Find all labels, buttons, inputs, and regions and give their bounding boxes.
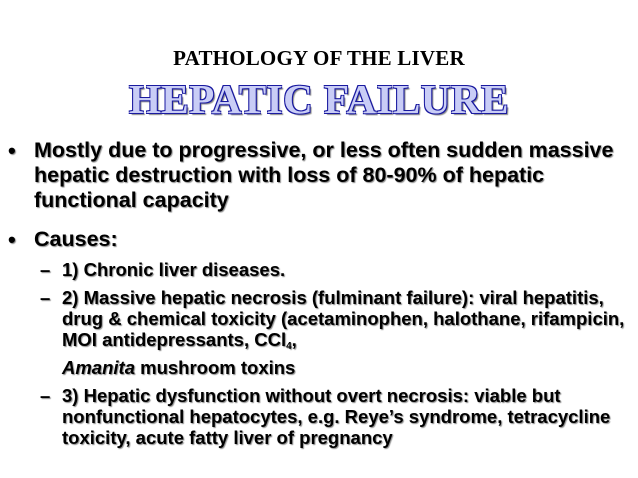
sub-bullet-item [0, 385, 638, 448]
slide-heading: PATHOLOGY OF THE LIVER [173, 46, 465, 70]
sub-bullet-marker: – [40, 259, 51, 280]
bullet-item [0, 138, 638, 213]
bullet-marker: • [8, 227, 16, 252]
bullet-marker: • [8, 138, 16, 163]
sub-bullet-marker: – [40, 287, 51, 308]
bullet-list [0, 138, 638, 448]
sub-bullet-item [0, 259, 638, 280]
sub-bullet-text: 2) Massive hepatic necrosis (fulminant failure): viral hepatitis, drug & chemical toxicity (acetaminophen, halothane, rifampicin, MOI antidepressants, CCl [62, 287, 625, 350]
bullet-text: Causes: [34, 227, 118, 251]
sub-bullet-text: , [291, 329, 297, 350]
sub-bullet-text: 1) Chronic liver diseases. [62, 259, 286, 280]
sub-bullet-item [0, 287, 638, 378]
slide-title: HEPATIC FAILURE [129, 76, 509, 122]
bullet-text: Mostly due to progressive, or less often sudden massive hepatic destruction with loss of 80-90% of hepatic functional capacity [34, 138, 614, 212]
sub-bullet-text: 3) Hepatic dysfunction without overt necrosis: viable but nonfunctional hepatocytes, e.g. Reye’s syndrome, tetracycline toxicity, acute fatty liver of pregnancy [62, 385, 611, 448]
italic-genus: Amanita [62, 357, 135, 378]
sub-bullet-text: mushroom toxins [135, 357, 296, 378]
bullet-item [0, 227, 638, 252]
subscript: 4 [286, 341, 292, 352]
sub-bullet-marker: – [40, 385, 51, 406]
